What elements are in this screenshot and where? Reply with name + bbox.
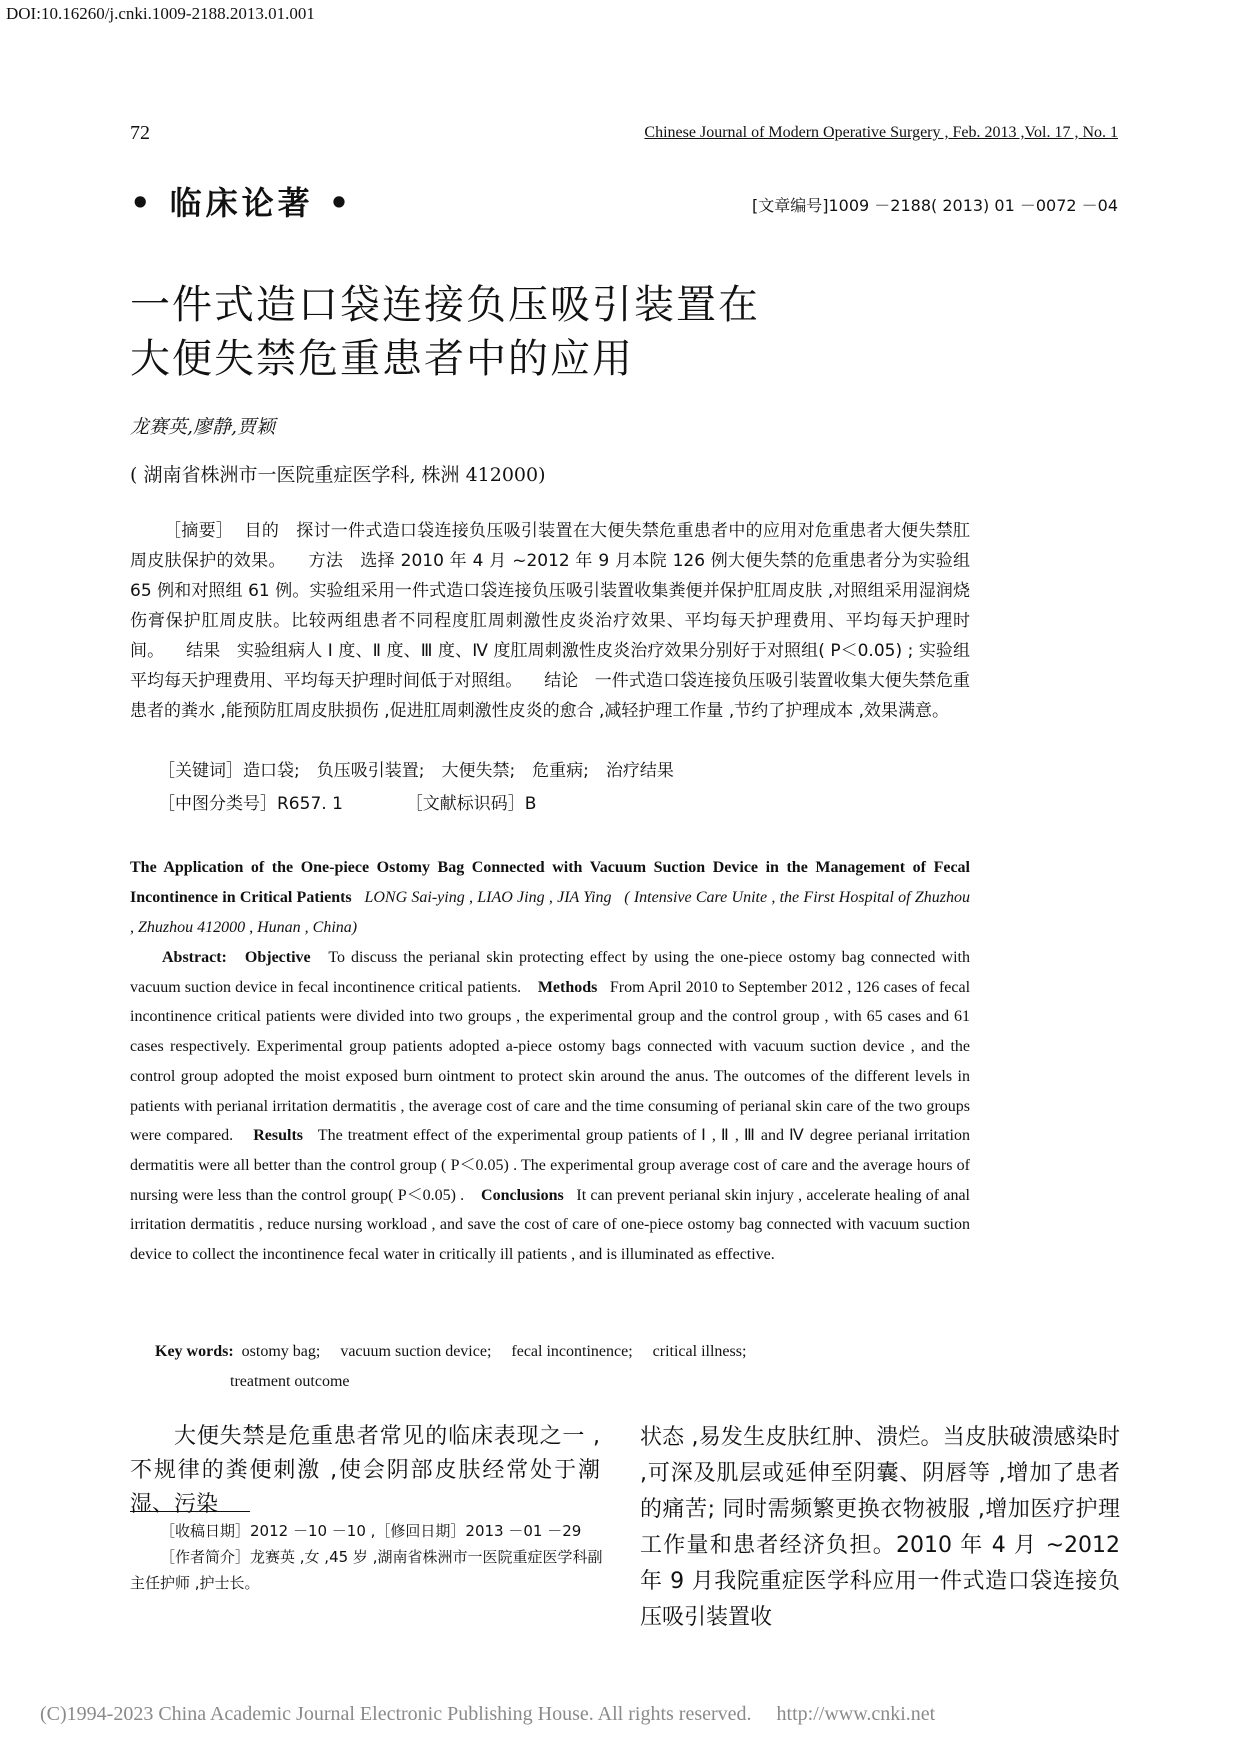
methods-text: 选择 2010 年 4 月 ~2012 年 9 月本院 126 例大便失禁的危重患者分为实验组 65 例和对照组 61 例。实验组采用一件式造口袋连接负压吸引装置收集粪便并保护肛周皮肤 ,对照组采用湿润烧伤膏保护肛周皮肤。比较两组患者不同程度肛周刺激性皮炎治疗效果、平均每天护理费用、平均每天护理时间。 [130,551,971,661]
chinese-keywords [158,756,674,781]
conclusion-label: 结论 [544,671,579,691]
classification-line [158,789,536,814]
english-affiliation: ( Intensive Care Unite , the First Hospital of Zhuzhou , Zhuzhou 412000 , Hunan , China) [130,889,971,936]
en-keywords-label: Key words: [155,1343,234,1360]
paper-title [130,278,760,386]
en-results-label: Results [253,1127,304,1145]
english-title: The Application of the One-piece Ostomy Bag Connected with Vacuum Suction Device in the Management of Fecal Incontinence in Critical Patients [130,859,970,906]
journal-running-header: Chinese Journal of Modern Operative Surgery , Feb. 2013 ,Vol. 17 , No. 1 [644,124,1118,141]
paper-title-line1: 一件式造口袋连接负压吸引装置在 [130,282,760,328]
en-conclusions-label: Conclusions [481,1186,564,1204]
footnotes [130,1518,610,1596]
authors: 龙赛英,廖静,贾颖 [130,416,276,438]
results-label: 结果 [186,641,221,661]
en-keywords-line1: ostomy bag; vacuum suction device; fecal incontinence; critical illness; [241,1343,747,1360]
english-keywords [155,1337,855,1397]
en-methods-text: From April 2010 to September 2012 , 126 cases of fecal incontinence critical patients were divided into two groups , the experimental group and the control group , with 65 cases and 61 cases respectively. Experimental group patients adopted a-piece ostomy bags connected with vacuum suction device , and the control group adopted the moist exposed burn ointment to protect skin around the anus. The outcomes of the different levels in patients with perianal irritation dermatitis , the average cost of care and the time consuming of perianal skin care of the two groups were compared. [130,978,971,1145]
chinese-abstract [130,516,970,726]
author-bio: ［作者简介］龙赛英 ,女 ,45 岁 ,湖南省株洲市一医院重症医学科副主任护师 ,护士长。 [130,1548,603,1592]
article-number: [文章编号]1009 －2188( 2013) 01 －0072 －04 [752,196,1118,215]
conclusion-text: 一件式造口袋连接负压吸引装置收集大便失禁危重患者的粪水 ,能预防肛周皮肤损伤 ,促进肛周刺激性皮炎的愈合 ,减轻护理工作量 ,节约了护理成本 ,效果满意。 [130,671,970,721]
keywords-text: 造口袋; 负压吸引装置; 大便失禁; 危重病; 治疗结果 [243,761,674,781]
results-text: 实验组病人 Ⅰ 度、Ⅱ 度、Ⅲ 度、Ⅳ 度肛周刺激性皮炎治疗效果分别好于对照组( P＜0.05) ; 实验组平均每天护理费用、平均每天护理时间低于对照组。 [130,641,970,691]
paper-title-line2: 大便失禁危重患者中的应用 [130,336,634,382]
en-keywords-line2: treatment outcome [230,1373,350,1390]
keywords-label: ［关键词］ [158,761,243,781]
page-number: 72 [130,122,150,144]
english-title-block [130,853,970,943]
footnote-divider [130,1511,250,1512]
abstract-label: ［摘要］ [164,521,234,541]
en-methods-label: Methods [537,978,598,996]
body-column-left [130,1420,600,1522]
methods-label: 方法 [308,551,344,571]
received-date: ［收稿日期］2012 －10 －10 ,［修回日期］2013 －01 －29 [160,1522,582,1540]
en-results-text: The treatment effect of the experimental group patients of Ⅰ , Ⅱ , Ⅲ and Ⅳ degree perianal irritation dermatitis were all better than the control group ( P＜0.05) . The experimental group average cost of care and the average hours of nursing were less than the control group( P＜0.05) . [130,1127,970,1204]
clc-value: R657. 1 [277,794,343,814]
objective-label: 目的 [244,521,280,541]
copyright-footer: (C)1994-2023 China Academic Journal Electronic Publishing House. All rights reserved. http://www.cnki.net [40,1703,936,1725]
column-tag: • 临床论著 • [130,184,354,222]
en-abstract-label: Abstract: [162,949,227,966]
body-left-text: 大便失禁是危重患者常见的临床表现之一 ,不规律的粪便刺激 ,使会阴部皮肤经常处于潮湿、污染 [130,1424,600,1517]
body-column-right [640,1420,1120,1636]
english-abstract [130,943,970,1270]
en-conclusions-text: It can prevent perianal skin injury , accelerate healing of anal irritation dermatitis , reduce nursing workload , and save the cost of care of one-piece ostomy bag connected with vacuum suction device to collect the incontinence fecal water in critically ill patients , and is illuminated as effective. [130,1186,971,1264]
doi-line: DOI:10.16260/j.cnki.1009-2188.2013.01.001 [6,4,315,23]
doccode-label: ［文献标识码］ [405,794,525,814]
objective-text: 探讨一件式造口袋连接负压吸引装置在大便失禁危重患者中的应用对危重患者大便失禁肛周皮肤保护的效果。 [130,521,971,571]
body-right-text: 状态 ,易发生皮肤红肿、溃烂。当皮肤破溃感染时 ,可深及肌层或延伸至阴囊、阴唇等 ,增加了患者的痛苦; 同时需频繁更换衣物被服 ,增加医疗护理工作量和患者经济负担。2010 年 4 月 ~2012 年 9 月我院重症医学科应用一件式造口袋连接负压吸引装置收 [640,1425,1120,1630]
en-objective-label: Objective [244,949,311,966]
affiliation: ( 湖南省株洲市一医院重症医学科, 株洲 412000) [130,464,546,486]
english-authors: LONG Sai-ying , LIAO Jing , JIA Ying [364,889,612,906]
doccode-value: B [524,794,537,814]
clc-label: ［中图分类号］ [158,794,277,814]
en-objective-text: To discuss the perianal skin protecting effect by using the one-piece ostomy bag connected with vacuum suction device in fecal incontinence critical patients. [130,949,971,996]
